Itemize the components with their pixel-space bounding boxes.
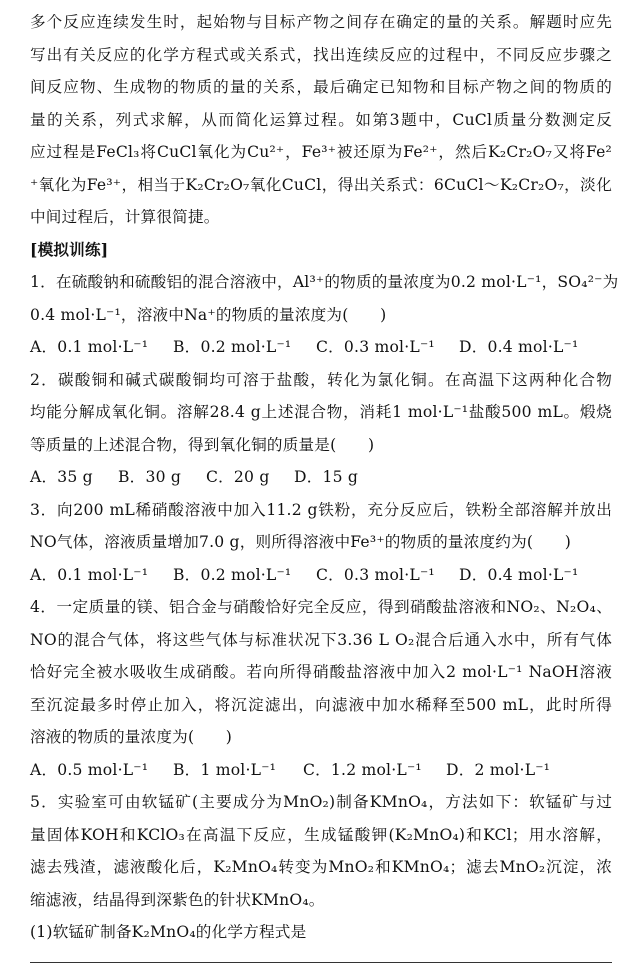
option-a: A．0.1 mol·L⁻¹ [30, 565, 149, 584]
question-text-line: 3．向200 mL稀硝酸溶液中加入11.2 g铁粉，充分反应后，铁粉全部溶解并放出 [30, 500, 612, 519]
question-text-line: 滤去残渣，滤液酸化后，K₂MnO₄转变为MnO₂和KMnO₄；滤去MnO₂沉淀，浓 [30, 858, 612, 876]
option-d: D．0.4 mol·L⁻¹ [459, 338, 579, 356]
question-text-line: 量固体KOH和KClO₃在高温下反应，生成锰酸钾(K₂MnO₄)和KCl；用水溶解， [30, 825, 612, 844]
option-c: C．0.3 mol·L⁻¹ [316, 338, 435, 356]
text-line: 写出有关反应的化学方程式或关系式，找出连续反应的过程中，不同反应步骤之 [30, 45, 612, 64]
question-text-line: 1．在硫酸钠和硫酸铝的混合溶液中，Al³⁺的物质的量浓度为0.2 mol·L⁻¹，SO₄²⁻为 [30, 273, 619, 291]
question-5 [30, 786, 612, 949]
question-text-line: 2．碳酸铜和碱式碳酸铜均可溶于盐酸，转化为氯化铜。在高温下这两种化合物 [30, 370, 612, 389]
answer-underline [30, 962, 612, 963]
question-text-line: 均能分解成氧化铜。溶解28.4 g上述混合物，消耗1 mol·L⁻¹盐酸500 mL。煅烧 [30, 403, 612, 421]
option-c: C．20 g [206, 468, 270, 486]
option-b: B．30 g [118, 468, 182, 486]
option-b: B．1 mol·L⁻¹ [173, 760, 277, 779]
option-d: D．0.4 mol·L⁻¹ [459, 565, 579, 584]
text-line: 应过程是FeCl₃将CuCl氧化为Cu²⁺，Fe³⁺被还原为Fe²⁺，然后K₂Cr₂O₇又将Fe² [30, 143, 612, 161]
option-c: C．0.3 mol·L⁻¹ [316, 565, 435, 584]
answer-options [30, 559, 612, 592]
question-2 [30, 364, 612, 494]
question-3 [30, 494, 612, 592]
option-d: D．2 mol·L⁻¹ [446, 760, 551, 779]
text-line: 量的关系，列式求解，从而简化运算过程。如第3题中，CuCl质量分数测定反 [30, 110, 612, 129]
question-text-line: 等质量的上述混合物，得到氧化铜的质量是( ) [30, 435, 375, 454]
text-line: 间反应物、生成物的物质的量的关系，最后确定已知物和目标产物之间的物质的 [30, 78, 612, 96]
question-text-line: NO的混合气体，将这些气体与标准状况下3.36 L O₂混合后通入水中，所有气体 [30, 630, 612, 649]
option-d: D．15 g [294, 468, 359, 486]
question-text-line: (1)软锰矿制备K₂MnO₄的化学方程式是 [30, 923, 307, 941]
option-a: A．0.5 mol·L⁻¹ [30, 760, 149, 779]
answer-options [30, 461, 612, 494]
option-b: B．0.2 mol·L⁻¹ [173, 565, 292, 584]
question-text-line: NO气体，溶液质量增加7.0 g，则所得溶液中Fe³⁺的物质的量浓度约为( ) [30, 533, 572, 551]
question-text-line: 0.4 mol·L⁻¹，溶液中Na⁺的物质的量浓度为( ) [30, 305, 387, 324]
intro-paragraph [30, 6, 612, 234]
option-c: C．1.2 mol·L⁻¹ [303, 760, 422, 779]
question-text-line: 5．实验室可由软锰矿(主要成分为MnO₂)制备KMnO₄，方法如下：软锰矿与过 [30, 793, 612, 811]
question-text-line: 恰好完全被水吸收生成硝酸。若向所得硝酸盐溶液中加入2 mol·L⁻¹ NaOH溶液 [30, 663, 612, 681]
option-a: A．35 g [30, 468, 93, 486]
question-text-line: 至沉淀最多时停止加入，将沉淀滤出，向滤液中加水稀释至500 mL，此时所得 [30, 695, 612, 714]
section-title: [模拟训练] [30, 239, 109, 259]
option-b: B．0.2 mol·L⁻¹ [173, 338, 292, 356]
document-page [30, 6, 619, 949]
text-line: ⁺氧化为Fe³⁺，相当于K₂Cr₂O₇氧化CuCl，得出关系式：6CuCl～K₂Cr₂O₇，淡化 [30, 175, 612, 194]
text-line: 多个反应连续发生时，起始物与目标产物之间存在确定的量的关系。解题时应先 [30, 13, 612, 31]
question-text-line: 缩滤液，结晶得到深紫色的针状KMnO₄。 [30, 890, 325, 909]
question-text-line: 4．一定质量的镁、铝合金与硝酸恰好完全反应，得到硝酸盐溶液和NO₂、N₂O₄、 [30, 598, 612, 616]
answer-options [30, 754, 612, 787]
question-1 [30, 266, 619, 364]
question-4 [30, 591, 612, 786]
text-line: 中间过程后，计算很简捷。 [30, 208, 220, 226]
question-text-line: 溶液的物质的量浓度为( ) [30, 728, 233, 746]
answer-options [30, 331, 612, 364]
option-a: A．0.1 mol·L⁻¹ [30, 338, 149, 356]
